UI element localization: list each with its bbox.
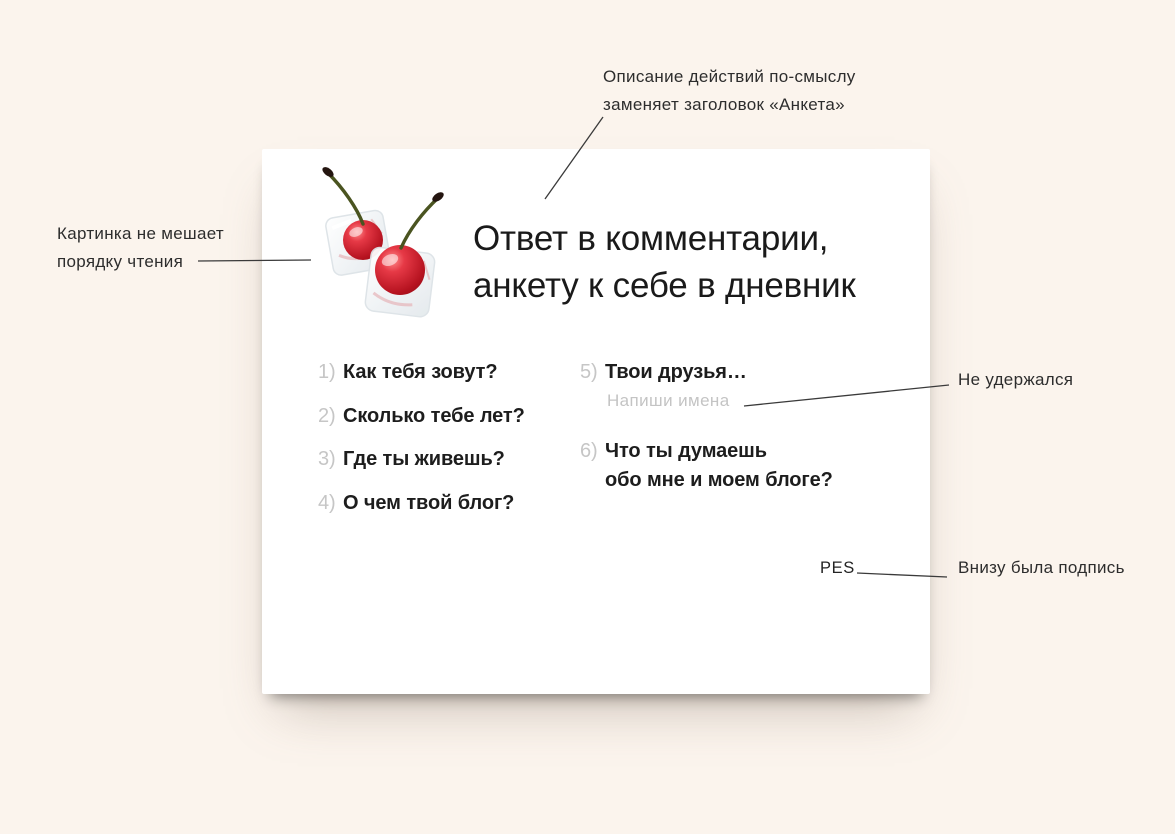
card-title-line1: Ответ в комментарии, [473,219,829,258]
annotation-placeholder-note [958,366,1073,394]
question-5-placeholder: Напиши имена [607,391,730,410]
question-4 [318,491,514,515]
question-4-text: О чем твой блог? [343,492,515,514]
annotation-title-note-line1: Описание действий по-смыслу [603,67,856,86]
question-4-number: 4) [318,492,336,514]
question-1-text: Как тебя зовут? [343,361,498,383]
question-2 [318,404,525,428]
question-6-number: 6) [580,440,598,462]
question-5-number: 5) [580,361,598,383]
annotation-title-note-line2: заменяет заголовок «Анкета» [603,95,845,114]
annotation-image-note-line1: Картинка не мешает [57,224,224,243]
question-3-text: Где ты живешь? [343,448,505,470]
annotation-signature-note [958,554,1125,582]
card-title-line2: анкету к себе в дневник [473,266,856,305]
question-6-text-line2: обо мне и моем блоге? [605,469,833,491]
question-1-number: 1) [318,361,336,383]
annotation-placeholder-note-text: Не удержался [958,370,1074,389]
questionnaire-card [262,149,930,694]
question-5 [580,360,747,384]
question-2-number: 2) [318,405,336,427]
question-6-text [605,437,833,495]
question-3 [318,447,505,471]
card-title [473,215,856,309]
annotation-image-note [57,220,224,276]
question-2-text: Сколько тебе лет? [343,405,525,427]
annotation-title-note [603,63,856,119]
annotation-image-note-line2: порядку чтения [57,252,184,271]
question-3-number: 3) [318,448,336,470]
signature-pes: PES [820,559,855,577]
annotation-signature-note-text: Внизу была подпись [958,558,1125,577]
question-6-text-line1: Что ты думаешь [605,440,767,462]
question-1 [318,360,497,384]
question-6 [580,437,833,495]
cherries-ice-illustration-icon [315,162,450,320]
question-5-text: Твои друзья… [605,361,747,383]
